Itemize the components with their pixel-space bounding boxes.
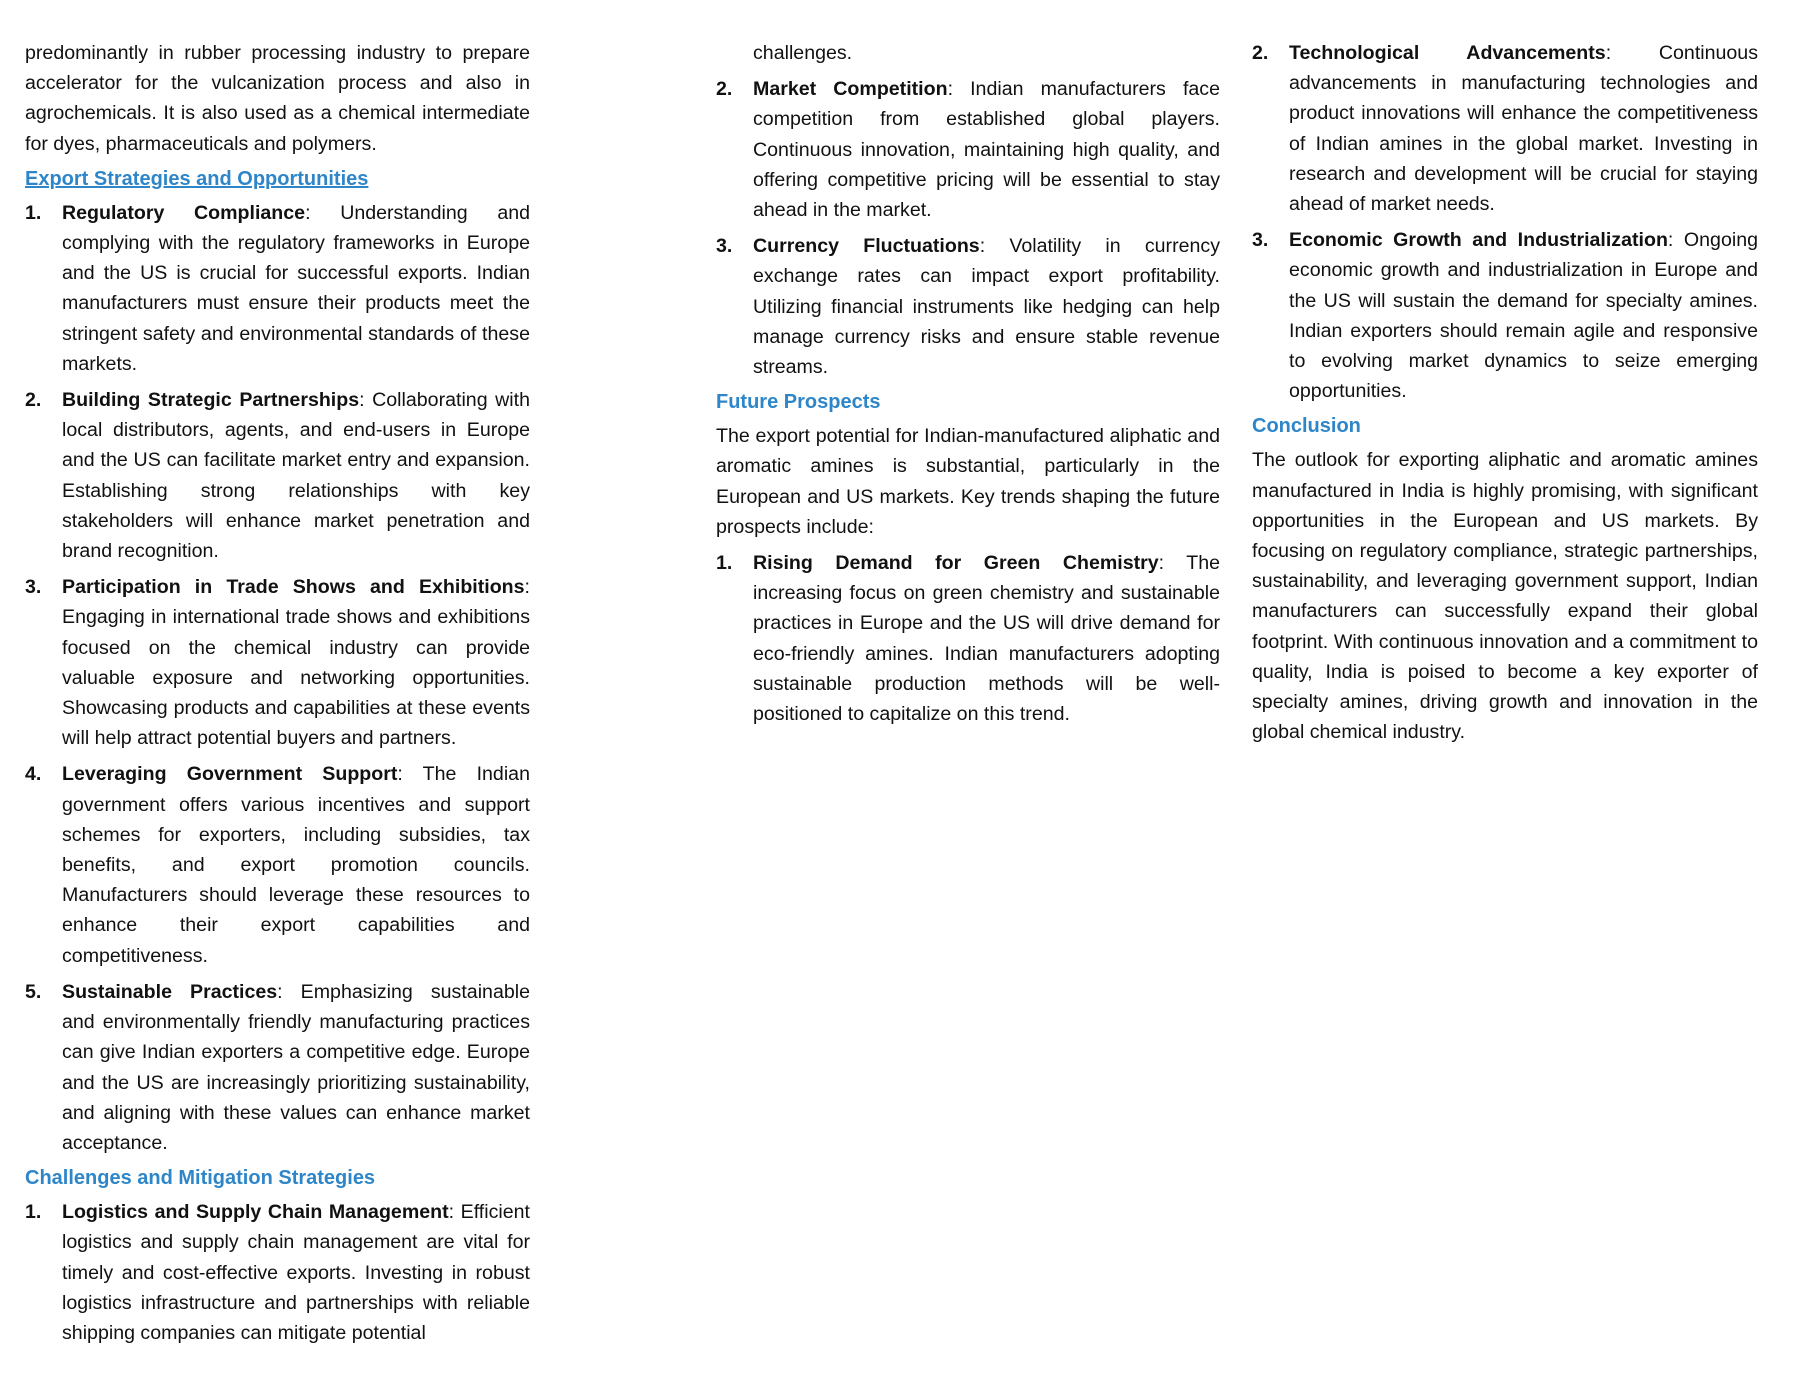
list-text: : Volatility in currency exchange rates can impact export profitability. Utilizing financial instruments like hedging can help manage currency risks and ensure stable revenue streams. <box>753 235 1220 379</box>
future-prospects-intro: The export potential for Indian-manufactured aliphatic and aromatic amines is substantial, particularly in the European and US markets. Key trends shaping the future prospects include: <box>716 425 1220 538</box>
list-number: 3. <box>716 235 733 258</box>
column-3 <box>1252 38 1758 753</box>
list-term: Building Strategic Partnerships <box>62 389 360 412</box>
list-item <box>25 385 530 566</box>
list-item <box>25 198 530 379</box>
list-text: : Collaborating with local distributors, agents, and end-users in Europe and the US can facilitate market entry and expansion. Establishing strong relationships with key stakeholders will enhance market penetration and brand recognition. <box>62 389 531 563</box>
conclusion-heading: Conclusion <box>1252 415 1361 438</box>
list-number: 1. <box>25 1201 42 1224</box>
list-item <box>25 977 530 1158</box>
export-strategies-list <box>25 198 530 1158</box>
future-prospects-heading: Future Prospects <box>716 391 881 414</box>
column-1 <box>25 38 530 1354</box>
list-number: 1. <box>25 201 42 224</box>
list-number: 5. <box>25 980 42 1003</box>
list-text: : Efficient logistics and supply chain management are vital for timely and cost-effective exports. Investing in robust logistics infrastructure and partnerships with reliable shipping companies can mitigate potential <box>62 1201 530 1344</box>
column-2 <box>716 38 1220 735</box>
conclusion-paragraph: The outlook for exporting aliphatic and aromatic amines manufactured in India is highly promising, with significant opportunities in the European and US markets. By focusing on regulatory compliance, strategic partnerships, sustainability, and leveraging government support, Indian manufacturers can successfully expand their global footprint. With continuous innovation and a commitment to quality, India is poised to become a key exporter of specialty amines, driving growth and innovation in the global chemical industry. <box>1252 449 1758 744</box>
intro-paragraph: predominantly in rubber processing industry to prepare accelerator for the vulcanization process and also in agrochemicals. It is also used as a chemical intermediate for dyes, pharmaceuticals and polymers. <box>25 42 530 155</box>
list-text: : The Indian government offers various incentives and support schemes for exporters, including subsidies, tax benefits, and export promotion councils. Manufacturers should leverage these resources to enhance their export capabilities and competitiveness. <box>62 763 530 967</box>
list-item <box>1252 38 1758 219</box>
list-item <box>25 572 530 753</box>
list-term: Technological Advancements <box>1289 42 1606 64</box>
challenges-list <box>25 1197 530 1348</box>
export-strategies-heading[interactable]: Export Strategies and Opportunities <box>25 167 369 190</box>
list-term: Participation in Trade Shows and Exhibitions <box>62 576 525 599</box>
list-number: 3. <box>1252 229 1269 252</box>
list-number: 3. <box>25 576 42 599</box>
list-text: : Continuous advancements in manufacturing technologies and product innovations will enhance the competitiveness of Indian amines in the global market. Investing in research and development will be crucial for staying ahead of market needs. <box>1289 42 1758 216</box>
list-text: challenges. <box>753 42 853 64</box>
list-text: : Engaging in international trade shows and exhibitions focused on the chemical industry can provide valuable exposure and networking opportunities. Showcasing products and capabilities at these events will help attract potential buyers and partners. <box>62 576 530 750</box>
list-text: : Emphasizing sustainable and environmentally friendly manufacturing practices can give Indian exporters a competitive edge. Europe and the US are increasingly prioritizing sustainability, and aligning with these values can enhance market acceptance. <box>62 980 530 1154</box>
list-item-continuation <box>716 38 1220 68</box>
list-item <box>25 759 530 970</box>
list-item <box>716 74 1220 225</box>
list-number: 4. <box>25 763 42 786</box>
list-term: Sustainable Practices <box>62 980 278 1003</box>
list-text: : The increasing focus on green chemistry and sustainable practices in Europe and the US will drive demand for eco-friendly amines. Indian manufacturers adopting sustainable production methods will be well-positioned to capitalize on this trend. <box>753 552 1221 726</box>
list-number: 1. <box>716 552 733 575</box>
challenges-heading: Challenges and Mitigation Strategies <box>25 1167 376 1190</box>
list-text: : Indian manufacturers face competition from established global players. Continuous innovation, maintaining high quality, and offering competitive pricing will be essential to stay ahead in the market. <box>753 78 1220 222</box>
list-term: Market Competition <box>753 78 948 101</box>
list-number: 2. <box>716 78 733 101</box>
list-term: Economic Growth and Industrialization <box>1289 229 1668 252</box>
list-item <box>716 231 1220 382</box>
future-prospects-list-continued <box>1252 38 1758 406</box>
list-item <box>716 548 1220 729</box>
list-term: Regulatory Compliance <box>62 201 306 224</box>
future-prospects-list <box>716 548 1220 729</box>
list-text: : Understanding and complying with the regulatory frameworks in Europe and the US is crucial for successful exports. Indian manufacturers must ensure their products meet the stringent safety and environmental standards of these markets. <box>62 201 531 375</box>
challenges-list-continued <box>716 38 1220 382</box>
list-term: Currency Fluctuations <box>753 235 980 258</box>
list-text: : Ongoing economic growth and industrialization in Europe and the US will sustain the demand for specialty amines. Indian exporters should remain agile and responsive to evolving market dynamics to seize emerging opportunities. <box>1289 229 1758 403</box>
list-term: Leveraging Government Support <box>62 763 398 786</box>
list-number: 2. <box>1252 42 1269 64</box>
list-term: Logistics and Supply Chain Management <box>62 1201 449 1224</box>
list-item <box>1252 225 1758 406</box>
list-term: Rising Demand for Green Chemistry <box>753 552 1159 575</box>
list-number: 2. <box>25 389 42 412</box>
list-item <box>25 1197 530 1348</box>
